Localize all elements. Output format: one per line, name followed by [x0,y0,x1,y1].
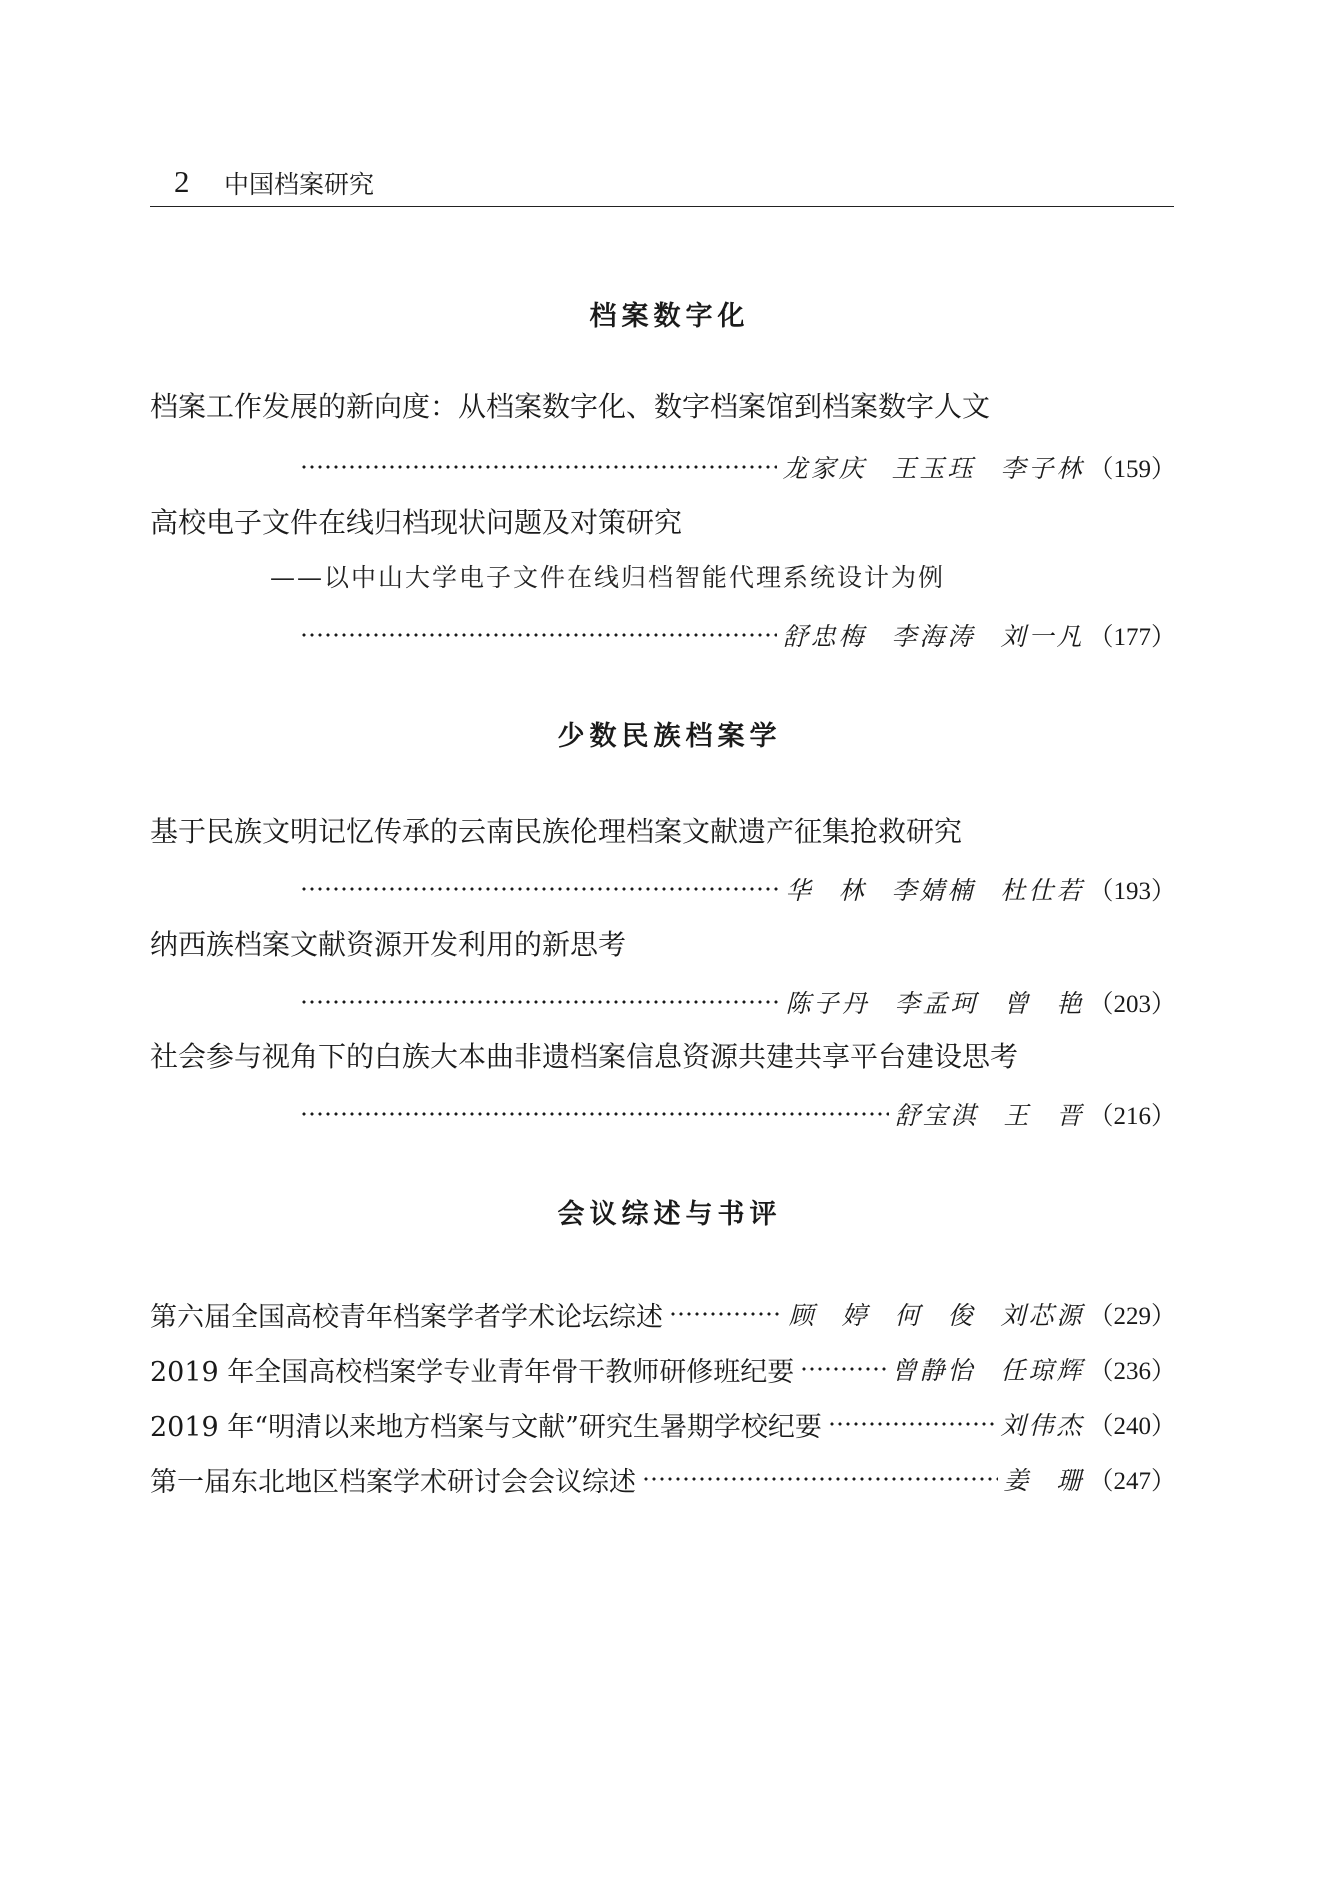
toc-entry[interactable] [150,1406,1176,1442]
dot-leader [300,465,777,469]
section-title: 会议综述与书评 [557,1199,782,1230]
toc-entry-authors: 龙家庆 王玉珏 李子林 [782,454,1085,483]
toc-entry-authors: 姜 珊 [1003,1466,1085,1495]
dot-leader [828,1422,995,1426]
toc-entry-title[interactable]: 第六届全国高校青年档案学者学术论坛综述 [150,1301,663,1333]
toc-entry-title[interactable]: 社会参与视角下的白族大本曲非遗档案信息资源共建共享平台建设思考 [150,1040,1019,1073]
toc-entry[interactable] [150,1296,1176,1332]
toc-entry-authors: 舒忠梅 李海涛 刘一凡 [782,622,1085,651]
toc-entry-authors: 陈子丹 李孟珂 曾 艳 [785,989,1085,1018]
toc-entry-byline [300,985,1176,1019]
toc-entry-page[interactable]: （177） [1088,624,1176,651]
toc-entry[interactable] [150,1461,1176,1497]
dot-leader [669,1312,783,1316]
running-header [150,160,1174,207]
toc-entry-title[interactable]: 第一届东北地区档案学术研讨会会议综述 [150,1466,636,1498]
toc-entry-title[interactable]: 2019 年“明清以来地方档案与文献”研究生暑期学校纪要 [150,1411,822,1443]
toc-entry-page[interactable]: （247） [1088,1468,1176,1495]
toc-entry-page[interactable]: （236） [1088,1358,1176,1385]
toc-entry-byline [300,872,1176,906]
toc-entry-title[interactable]: 档案工作发展的新向度：从档案数字化、数字档案馆到档案数字人文 [150,390,991,423]
dot-leader [300,1112,889,1116]
toc-entry-title[interactable]: 2019 年全国高校档案学专业青年骨干教师研修班纪要 [150,1356,795,1388]
toc-entry-page[interactable]: （216） [1088,1103,1176,1130]
page-number: 2 [174,164,190,199]
toc-entry-page[interactable]: （240） [1088,1413,1176,1440]
section-title: 少数民族档案学 [557,721,782,752]
toc-entry-page[interactable]: （159） [1088,456,1176,483]
dot-leader [300,887,780,891]
toc-entry-page[interactable]: （229） [1088,1303,1176,1330]
dot-leader [800,1367,885,1371]
toc-entry-byline [300,450,1176,484]
toc-entry-page[interactable]: （193） [1088,878,1176,905]
toc-entry-byline [300,1097,1176,1131]
toc-entry-title[interactable]: 基于民族文明记忆传承的云南民族伦理档案文献遗产征集抢救研究 [150,815,963,848]
dot-leader [300,1000,780,1004]
journal-name: 中国档案研究 [224,170,375,199]
toc-entry-title[interactable]: 纳西族档案文献资源开发利用的新思考 [150,928,627,961]
toc-entry-authors: 刘伟杰 [1000,1411,1085,1440]
toc-entry-authors: 曾静怡 任琼辉 [891,1356,1085,1385]
section-title: 档案数字化 [589,301,750,332]
dot-leader [642,1477,998,1481]
toc-entry-subtitle: ——以中山大学电子文件在线归档智能代理系统设计为例 [270,563,946,592]
toc-entry-authors: 舒宝淇 王 晋 [894,1101,1085,1130]
toc-entry-byline [300,618,1176,652]
toc-entry-title[interactable]: 高校电子文件在线归档现状问题及对策研究 [150,506,683,539]
toc-entry-page[interactable]: （203） [1088,991,1176,1018]
toc-entry-authors: 华 林 李婧楠 杜仕若 [785,876,1085,905]
toc-entry[interactable] [150,1351,1176,1387]
toc-entry-authors: 顾 婷 何 俊 刘芯源 [788,1301,1085,1330]
dot-leader [300,633,777,637]
